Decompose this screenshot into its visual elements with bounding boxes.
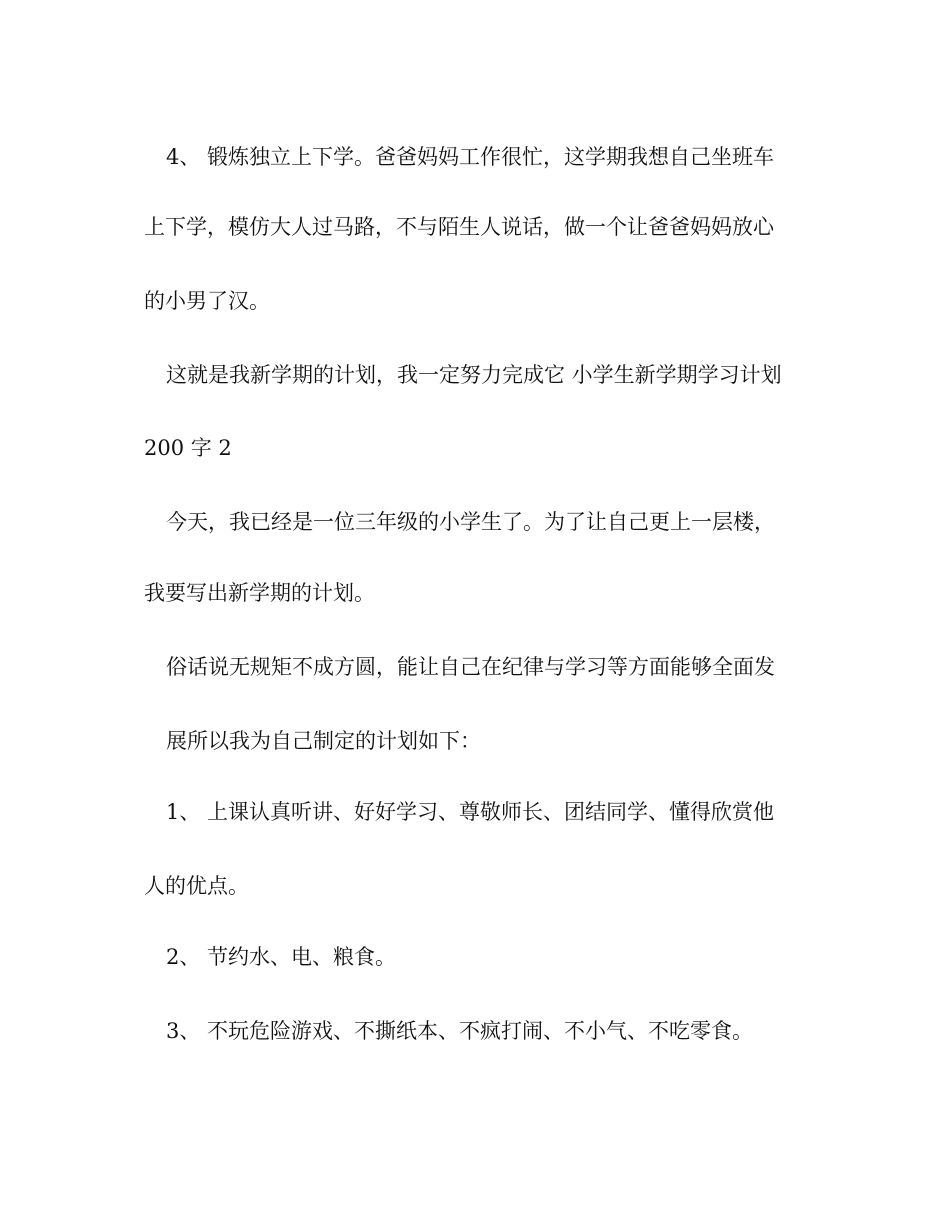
text-line-item-1: 1、 上课认真听讲、好好学习、尊敬师长、团结同学、懂得欣赏他 xyxy=(166,800,775,824)
text-line: 的小男了汉。 xyxy=(144,289,270,313)
text-line-proverb: 俗话说无规矩不成方圆，能让自己在纪律与学习等方面能够全面发 xyxy=(166,655,775,679)
text-line: 我要写出新学期的计划。 xyxy=(144,581,375,605)
section-title-line: 200 字 2 xyxy=(144,436,232,460)
text-line-item-4: 4、 锻炼独立上下学。爸爸妈妈工作很忙，这学期我想自己坐班车 xyxy=(166,145,775,169)
text-line: 人的优点。 xyxy=(144,874,249,898)
text-line-item-3: 3、 不玩危险游戏、不撕纸本、不疯打闹、不小气、不吃零食。 xyxy=(166,1019,754,1043)
text-line-item-2: 2、 节约水、电、粮食。 xyxy=(166,945,397,969)
text-line-summary: 这就是我新学期的计划，我一定努力完成它 小学生新学期学习计划 xyxy=(166,363,782,387)
text-line-intro: 今天，我已经是一位三年级的小学生了。为了让自己更上一层楼， xyxy=(166,510,775,534)
text-line: 上下学，模仿大人过马路，不与陌生人说话，做一个让爸爸妈妈放心 xyxy=(144,215,774,239)
text-line: 展所以我为自己制定的计划如下： xyxy=(166,729,481,753)
